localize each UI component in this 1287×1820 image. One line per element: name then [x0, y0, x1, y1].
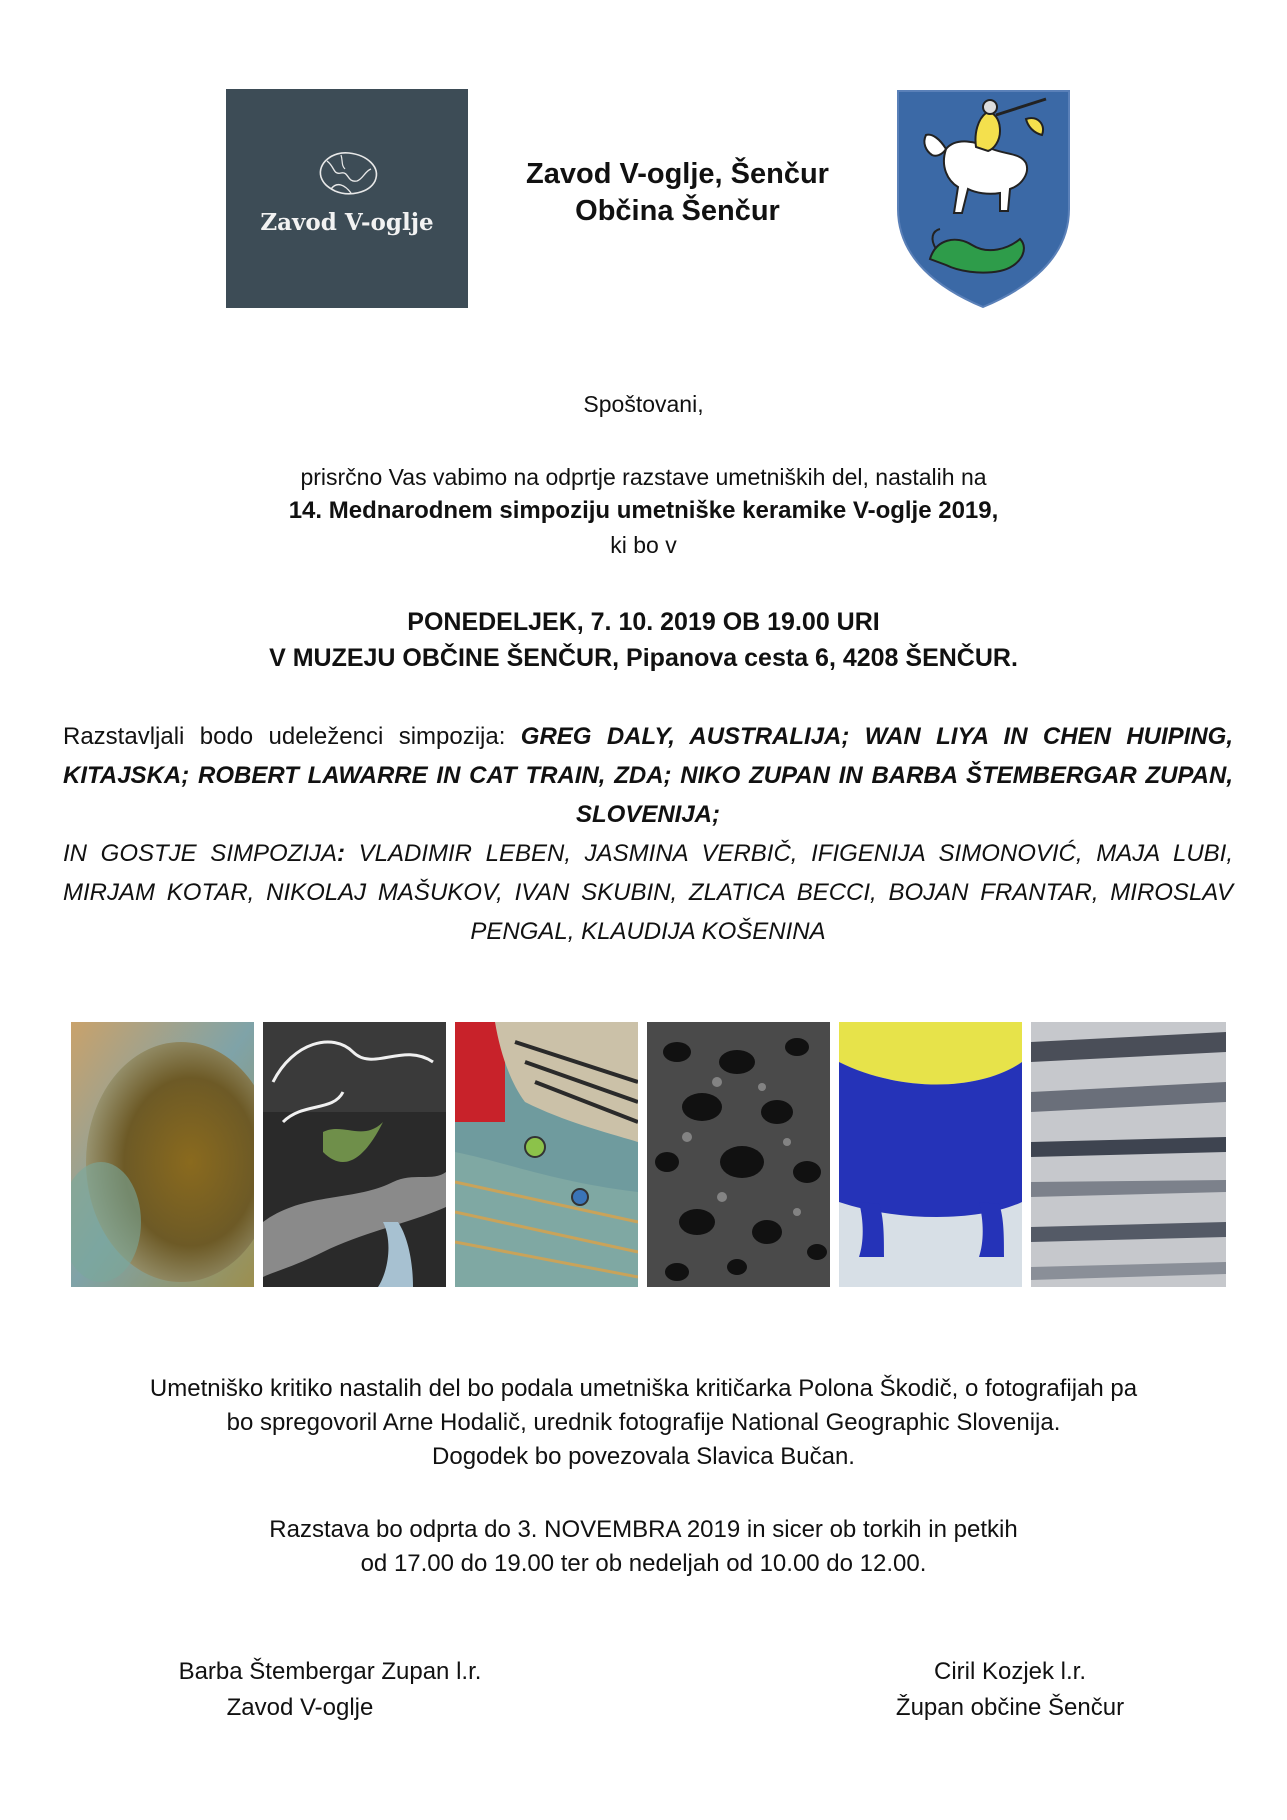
signature-right [840, 1654, 1180, 1726]
guests-colon: : [337, 840, 345, 867]
invitation-line-3: ki bo v [610, 532, 677, 558]
critique-line-1: Umetniško kritiko nastalih del bo podala umetniška kritičarka Polona Škodič, o fotografijah pa [149, 1375, 1138, 1402]
signature-right-name: Ciril Kozjek l.r. [933, 1658, 1087, 1685]
participants-names: GREG DALY, AUSTRALIJA; WAN LIYA IN CHEN HUIPING, KITAJSKA; ROBERT LAWARRE IN CAT TRAIN, ZDA; NIKO ZUPAN IN BARBA ŠTEMBERGAR ZUPAN, SLOVENIJA; [63, 723, 1233, 828]
signature-left-name: Barba Štembergar Zupan l.r. [178, 1658, 482, 1685]
porous-black-glaze-photo [647, 1022, 830, 1287]
iridescent-glaze-photo [71, 1022, 254, 1287]
zavod-v-oglje-logo [226, 89, 468, 308]
grey-layered-surface-photo [1031, 1022, 1226, 1287]
organizer-line-1: Zavod V-oglje, Šenčur [526, 158, 829, 190]
guests-block [63, 834, 1233, 951]
globe-sketch-icon [311, 149, 385, 199]
organizer-line-2: Občina Šenčur [575, 195, 780, 227]
event-venue: V MUZEJU OBČINE ŠENČUR, Pipanova cesta 6, 4208 ŠENČUR. [269, 644, 1018, 672]
carved-figure-vessel-photo [263, 1022, 446, 1287]
blue-yellow-bowl-photo [839, 1022, 1022, 1287]
guests-label: IN GOSTJE SIMPOZIJA [63, 840, 337, 867]
participants-intro: Razstavljali bodo udeleženci simpozija: [63, 723, 521, 750]
logo-text: Zavod V-oglje [260, 209, 434, 236]
signature-left-org: Zavod V-oglje [226, 1694, 374, 1721]
guests-names: VLADIMIR LEBEN, JASMINA VERBIČ, IFIGENIJA SIMONOVIĆ, MAJA LUBI, MIRJAM KOTAR, NIKOLAJ MAŠUKOV, IVAN SKUBIN, ZLATICA BECCI, BOJAN FRANTAR, MIROSLAV PENGAL, KLAUDIJA KOŠENINA [63, 840, 1233, 945]
symposium-title: 14. Mednarodnem simpoziju umetniške keramike V-oglje 2019, [288, 497, 999, 524]
hours-line-1: Razstava bo odprta do 3. NOVEMBRA 2019 in sicer ob torkih in petkih [269, 1516, 1018, 1543]
critique-line-2: bo spregovoril Arne Hodalič, urednik fotografije National Geographic Slovenija. [226, 1409, 1061, 1436]
signature-left [110, 1654, 550, 1726]
event-date: PONEDELJEK, 7. 10. 2019 OB 19.00 URI [407, 608, 880, 636]
coat-of-arms-icon [896, 89, 1071, 309]
organizers-heading [480, 156, 875, 230]
participants-block [63, 717, 1233, 834]
invitation-line-1: prisrčno Vas vabimo na odprtje razstave umetniških del, nastalih na [300, 464, 987, 490]
signature-right-org: Župan občine Šenčur [895, 1694, 1125, 1721]
artwork-gallery [71, 1022, 1226, 1287]
striped-ceramic-relief-photo [455, 1022, 638, 1287]
critique-line-3: Dogodek bo povezovala Slavica Bučan. [432, 1443, 855, 1470]
hours-line-2: od 17.00 do 19.00 ter ob nedeljah od 10.00 do 12.00. [360, 1550, 927, 1577]
greeting: Spoštovani, [583, 391, 704, 417]
